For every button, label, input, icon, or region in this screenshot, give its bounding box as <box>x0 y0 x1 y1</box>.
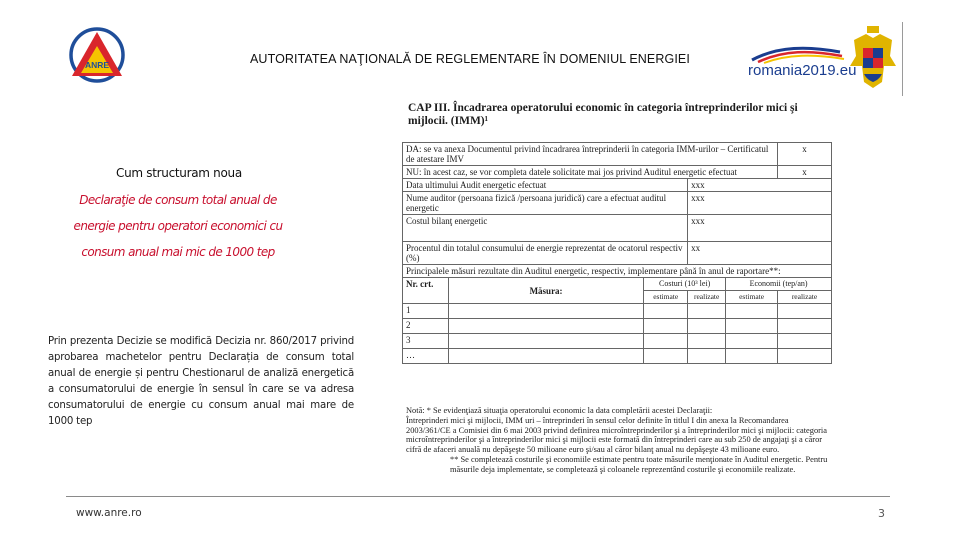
consumption-share-label: Procentul din totalul consumului de energie reprezentat de ocatorul respectiv (%) <box>403 242 688 265</box>
heading-line-2: energie pentru operatori economici cu <box>73 219 283 233</box>
sub-header-estimate: estimate <box>726 291 778 304</box>
col-header-nr: Nr. crt. <box>403 278 449 304</box>
table-row <box>403 349 832 364</box>
table-row <box>403 242 832 265</box>
table-row <box>403 278 832 291</box>
scanned-form-excerpt <box>402 102 834 492</box>
form-notes <box>406 406 830 475</box>
table-row <box>403 334 832 349</box>
sub-header-realized: realizate <box>778 291 832 304</box>
col-header-measure: Măsura: <box>448 278 643 304</box>
anre-logo-text: ANRE <box>84 60 110 70</box>
auditor-name-value: xxx <box>688 192 832 215</box>
measure-nr: 1 <box>403 304 449 319</box>
measure-nr: … <box>403 349 449 364</box>
page-number: 3 <box>878 507 885 520</box>
note-line: ** Se completează costurile şi economiile estimate pentru toate măsurile menţionate în Auditul energetic. Pentru măsurile deja implementate, se completează şi coloanele reprezentând costurile şi economiile realizate. <box>450 454 828 474</box>
declaration-heading <box>58 187 298 265</box>
coat-of-arms-icon <box>850 26 896 90</box>
form-chapter-title: CAP III. Încadrarea operatorului economic în categoria întreprinderilor mici şi mijlocii. (IMM)¹ <box>408 102 798 127</box>
heading-line-3: consum anual mai mic de 1000 tep <box>81 245 275 259</box>
flag-swoosh-icon <box>748 44 846 64</box>
balance-cost-value: xxx <box>688 215 832 242</box>
anre-logo <box>66 26 128 84</box>
romania-logo-text: romania2019.eu <box>748 62 857 79</box>
measure-nr: 2 <box>403 319 449 334</box>
measures-heading: Principalele măsuri rezultate din Auditul energetic, respectiv, implementare până în anul de raportare**: <box>403 265 832 278</box>
table-row <box>403 166 832 179</box>
col-header-costs: Costuri (10³ lei) <box>644 278 726 291</box>
audit-date-label: Data ultimului Audit energetic efectuat <box>403 179 688 192</box>
decision-paragraph: Prin prezenta Decizie se modifică Decizia nr. 860/2017 privind aprobarea machetelor pentru Declarația de consum total anual de energie și pentru Chestionarul de analiză energetică a consumatorului de energie în sensul în care se va adresa consumatorului de energie cu consum anual mai mare de 1000 tep <box>48 336 354 427</box>
da-option-label: DA: se va anexa Documentul privind încadrarea întreprinderii în categoria IMM-urilor – Certificatul de atestare IMV <box>403 143 778 166</box>
table-row <box>403 265 832 278</box>
table-row <box>403 192 832 215</box>
note-line: Întreprinderi mici şi mijlocii, IMM uri – întreprinderi în sensul celor definite în titlul I din anexa la Recomandarea 2003/361/CE a Comisiei din 6 mai 2003 privind definirea microîntreprinderilor şi a întreprinderilor mici şi mijlocii: categoria microîntreprinderilor şi a întreprinderilor mici şi mijlocii este formată din întreprinderi care au sub 250 de angajaţi şi a căror cifră de afaceri anuală nu depăşeşte 50 milioane euro şi/sau al căror bilanţ anual nu depăşeşte 43 milioane euro. <box>406 415 827 455</box>
note-line: Notă: * Se evidenţiază situaţia operatorului economic la data completării acestei Declaraţii: <box>406 406 713 415</box>
slide-subtitle: Cum structuram noua <box>116 166 242 180</box>
auditor-name-label: Nume auditor (persoana fizică /persoana juridică) care a efectuat auditul energetic <box>403 192 688 215</box>
col-header-savings: Economii (tep/an) <box>726 278 832 291</box>
page-header-title: AUTORITATEA NAŢIONALĂ DE REGLEMENTARE ÎN DOMENIUL ENERGIEI <box>250 52 690 66</box>
footer-divider <box>66 496 890 497</box>
table-row <box>403 143 832 166</box>
sme-classification-table <box>402 142 832 364</box>
sub-header-estimate: estimate <box>644 291 688 304</box>
table-row <box>403 215 832 242</box>
nu-option-value: x <box>778 166 832 179</box>
table-row <box>403 179 832 192</box>
heading-line-1: Declaraţie de consum total anual de <box>79 193 277 207</box>
header-divider <box>902 22 903 96</box>
table-row <box>403 319 832 334</box>
footer-url[interactable]: www.anre.ro <box>76 507 142 519</box>
measure-nr: 3 <box>403 334 449 349</box>
romania-presidency-logo <box>748 44 857 82</box>
sub-header-realized: realizate <box>688 291 726 304</box>
da-option-value: x <box>778 143 832 166</box>
consumption-share-value: xx <box>688 242 832 265</box>
audit-date-value: xxx <box>688 179 832 192</box>
table-row <box>403 304 832 319</box>
nu-option-label: NU: în acest caz, se vor completa datele solicitate mai jos privind Auditul energetic efectuat <box>403 166 778 179</box>
balance-cost-label: Costul bilanţ energetic <box>403 215 688 242</box>
